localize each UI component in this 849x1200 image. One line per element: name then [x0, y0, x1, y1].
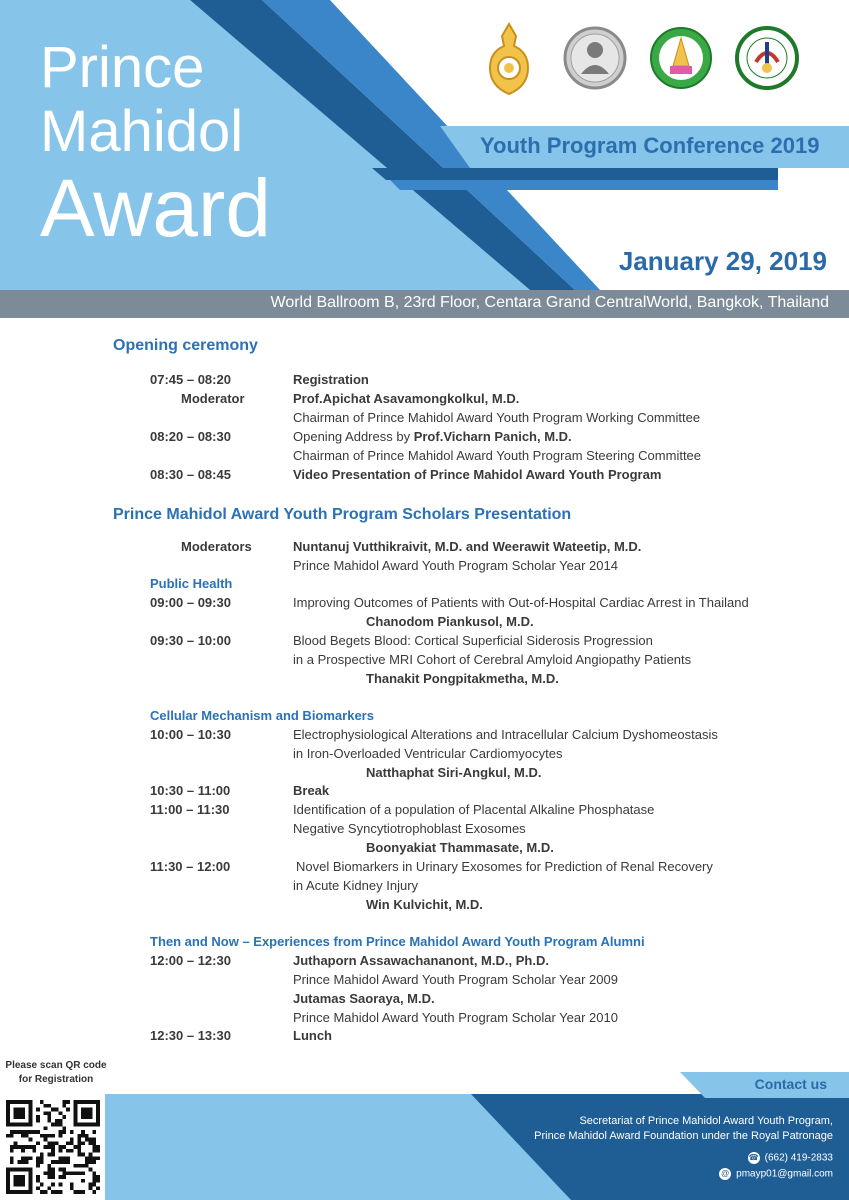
title-line-2: Mahidol — [40, 99, 244, 164]
phone-number: (662) 419-2833 — [764, 1152, 833, 1164]
university-seal-logo — [648, 22, 714, 96]
schedule-row — [150, 991, 840, 1010]
time-slot: 09:00 – 09:30 — [150, 595, 231, 610]
moderator-name: Prof.Apichat Asavamongkolkul, M.D. — [293, 391, 520, 406]
award-title — [40, 36, 271, 254]
schedule-row — [150, 410, 840, 429]
royal-emblem-logo — [476, 22, 542, 96]
event-date: January 29, 2019 — [618, 246, 827, 276]
email-icon: @ — [721, 1169, 730, 1178]
moderator-names: Nuntanuj Vutthikraivit, M.D. and Weerawit Wateetip, M.D. — [293, 539, 642, 554]
logo-row — [476, 22, 816, 102]
time-slot: 12:00 – 12:30 — [150, 953, 231, 968]
public-health-heading: Public Health — [150, 576, 233, 591]
schedule-row — [150, 972, 840, 991]
time-slot: 12:30 – 13:30 — [150, 1028, 231, 1043]
schedule-row — [150, 765, 840, 784]
email-address: pmayp01@gmail.com — [736, 1168, 833, 1180]
email-contact[interactable] — [719, 1168, 833, 1180]
speaker-name: Boonyakiat Thammasate, M.D. — [366, 840, 554, 855]
schedule-row — [150, 467, 840, 486]
talk-title: Novel Biomarkers in Urinary Exosomes for Prediction of Renal Recovery — [296, 859, 713, 874]
talk-title-cont: in Iron-Overloaded Ventricular Cardiomyocytes — [293, 746, 563, 761]
talk-title-cont: in Acute Kidney Injury — [293, 878, 419, 893]
conference-title: Youth Program Conference 2019 — [480, 133, 820, 158]
talk-title-cont: in a Prospective MRI Cohort of Cerebral Amyloid Angiopathy Patients — [293, 652, 692, 667]
title-line-1: Prince — [40, 35, 205, 100]
venue-bar — [0, 290, 849, 318]
schedule-row — [150, 671, 840, 690]
schedule-row — [150, 783, 840, 802]
scholars-presentation-heading: Prince Mahidol Award Youth Program Scholars Presentation — [113, 506, 572, 523]
secretariat-line-2: Prince Mahidol Award Foundation under the Royal Patronage — [534, 1130, 833, 1142]
alumni-role: Prince Mahidol Award Youth Program Scholar Year 2010 — [293, 1010, 618, 1025]
schedule-row — [150, 539, 840, 558]
moderator-label: Moderator — [181, 391, 245, 406]
time-slot: 10:00 – 10:30 — [150, 727, 231, 742]
speaker-name: Prof.Vicharn Panich, M.D. — [413, 429, 572, 444]
alumni-name: Jutamas Saoraya, M.D. — [293, 991, 435, 1006]
alumni-heading: Then and Now – Experiences from Prince Mahidol Award Youth Program Alumni — [150, 934, 645, 949]
speaker-name: Win Kulvichit, M.D. — [366, 897, 483, 912]
schedule-row — [150, 840, 840, 859]
speaker-name: Natthaphat Siri-Angkul, M.D. — [366, 765, 542, 780]
talk-title: Blood Begets Blood: Cortical Superficial Siderosis Progression — [293, 633, 653, 648]
schedule-row — [150, 727, 840, 746]
alumni-role: Prince Mahidol Award Youth Program Scholar Year 2009 — [293, 972, 618, 987]
talk-title: Improving Outcomes of Patients with Out-of-Hospital Cardiac Arrest in Thailand — [293, 595, 749, 610]
speaker-name: Thanakit Pongpitakmetha, M.D. — [366, 671, 559, 686]
schedule-row — [150, 372, 840, 391]
talk-title: Identification of a population of Placental Alkaline Phosphatase — [293, 802, 655, 817]
talk-title-cont: Negative Syncytiotrophoblast Exosomes — [293, 821, 526, 836]
title-line-3: Award — [40, 163, 271, 254]
schedule-row — [150, 558, 840, 577]
time-slot: 08:30 – 08:45 — [150, 467, 231, 482]
session-title: Lunch — [293, 1028, 332, 1043]
opening-ceremony-heading: Opening ceremony — [113, 337, 258, 354]
cellular-mechanism-heading: Cellular Mechanism and Biomarkers — [150, 708, 374, 723]
schedule-row — [150, 878, 840, 897]
session-title — [293, 429, 572, 444]
speaker-role: Chairman of Prince Mahidol Award Youth Program Steering Committee — [293, 448, 702, 463]
qr-label-line-1: Please scan QR code — [5, 1060, 107, 1071]
time-slot: 08:20 – 08:30 — [150, 429, 231, 444]
venue-text: World Ballroom B, 23rd Floor, Centara Grand CentralWorld, Bangkok, Thailand — [270, 294, 829, 311]
schedule-row — [150, 821, 840, 840]
contact-us-heading: Contact us — [754, 1076, 827, 1092]
time-slot: 09:30 – 10:00 — [150, 633, 231, 648]
schedule-row — [150, 746, 840, 765]
schedule-row — [150, 391, 840, 410]
speaker-name: Chanodom Piankusol, M.D. — [366, 614, 534, 629]
session-title: Registration — [293, 372, 369, 387]
qr-label-line-2: for Registration — [18, 1074, 94, 1085]
session-title: Break — [293, 783, 330, 798]
schedule-row — [150, 953, 840, 972]
phone-icon: ☎ — [748, 1153, 759, 1162]
schedule-row — [150, 859, 840, 878]
schedule-row — [150, 429, 840, 448]
moderators-label: Moderators — [181, 539, 252, 554]
schedule-row — [150, 614, 840, 633]
talk-title: Electrophysiological Alterations and Intracellular Calcium Dyshomeostasis — [293, 727, 718, 742]
schedule-row — [150, 448, 840, 467]
moderator-role: Prince Mahidol Award Youth Program Scholar Year 2014 — [293, 558, 618, 573]
time-slot: 11:00 – 11:30 — [150, 802, 230, 817]
schedule-row — [150, 595, 840, 614]
schedule-row — [150, 1028, 840, 1047]
schedule-row — [150, 1010, 840, 1029]
time-slot: 10:30 – 11:00 — [150, 783, 231, 798]
session-prefix: Opening Address by — [293, 429, 414, 444]
schedule-row — [150, 802, 840, 821]
alumni-name: Juthaporn Assawachananont, M.D., Ph.D. — [293, 953, 549, 968]
time-slot: 07:45 – 08:20 — [150, 372, 231, 387]
portrait-medal-logo — [562, 22, 628, 96]
foundation-seal-logo — [734, 22, 800, 96]
schedule-row — [150, 897, 840, 916]
phone-contact[interactable] — [748, 1152, 833, 1164]
registration-qr-code[interactable] — [6, 1100, 100, 1194]
schedule-row — [150, 652, 840, 671]
time-slot: 11:30 – 12:00 — [150, 859, 231, 874]
schedule-row — [150, 633, 840, 652]
moderator-role: Chairman of Prince Mahidol Award Youth Program Working Committee — [293, 410, 701, 425]
secretariat-line-1: Secretariat of Prince Mahidol Award Youth Program, — [579, 1115, 833, 1127]
session-title: Video Presentation of Prince Mahidol Award Youth Program — [293, 467, 662, 482]
qr-label — [2, 1059, 110, 1087]
